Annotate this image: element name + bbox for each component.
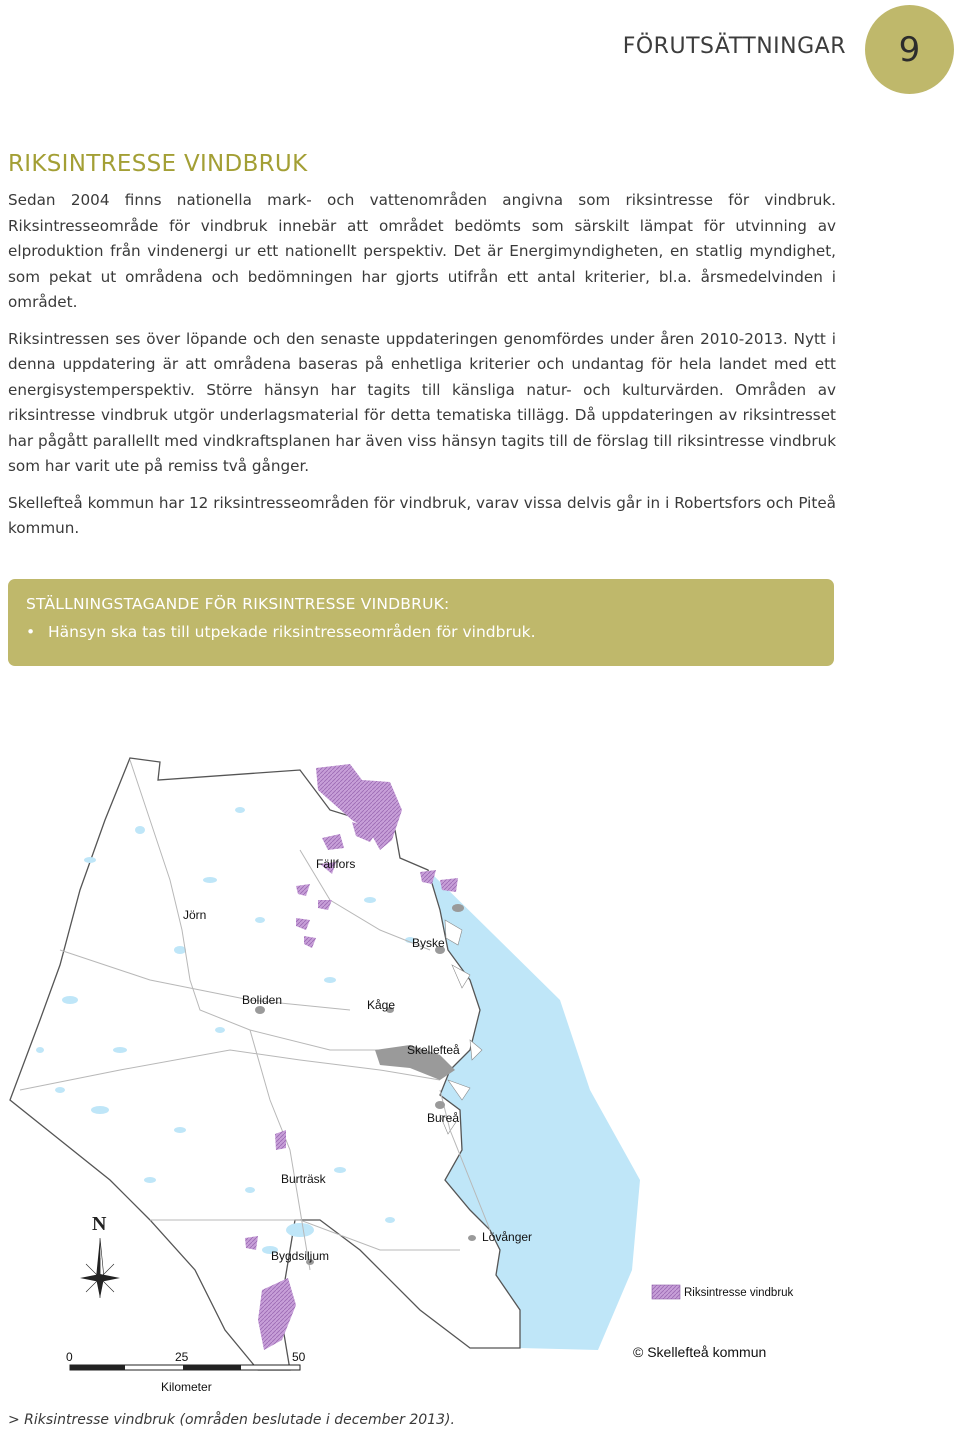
legend <box>652 1285 794 1299</box>
north-arrow-icon <box>80 1213 120 1298</box>
map-svg <box>0 750 960 1400</box>
paragraph-1: Sedan 2004 finns nationella mark- och vattenområden angivna som riksintresse för vindbruk. Riksintresseområde för vindbruk innebär att området bedömts som särskilt lämpat för utvinning av elproduktion från vindenergi ur ett nationellt perspektiv. Det är Energimyndigheten, en statlig myndighet, som pekat ut områdena och bedömningen har gjorts utifrån ett antal kriterier, bl.a. årsmedelvinden i området. <box>8 191 836 311</box>
zone <box>245 1236 258 1250</box>
section-heading: RIKSINTRESSE VINDBRUK <box>8 151 308 177</box>
stance-list <box>26 619 816 645</box>
paragraph-3: Skellefteå kommun har 12 riksintresseområden för vindbruk, varav vissa delvis går in i Robertsfors och Piteå kommun. <box>8 493 836 537</box>
header-title: FÖRUTSÄTTNINGAR <box>622 34 846 59</box>
page-number-badge <box>865 5 954 94</box>
place-jorn: Jörn <box>183 908 207 922</box>
map <box>0 750 960 1400</box>
place-burtrask: Burträsk <box>281 1172 326 1186</box>
stance-box <box>8 579 834 666</box>
place-byske: Byske <box>412 936 445 950</box>
legend-swatch <box>652 1285 680 1299</box>
place-skelleftea: Skellefteå <box>407 1043 460 1057</box>
place-fallfors: Fällfors <box>316 857 356 871</box>
map-copyright: © Skellefteå kommun <box>633 1344 767 1360</box>
body-text <box>8 188 836 553</box>
legend-label: Riksintresse vindbruk <box>684 1287 794 1299</box>
place-burea: Bureå <box>427 1111 460 1125</box>
page-number: 9 <box>898 29 921 70</box>
stance-item: • Hänsyn ska tas till utpekade riksintresseområden för vindbruk. <box>26 619 816 645</box>
scale-tick-0: 0 <box>66 1350 73 1364</box>
scale-unit: Kilometer <box>161 1380 212 1394</box>
paragraph-2: Riksintressen ses över löpande och den senaste uppdateringen genomfördes under åren 2010-2013. Nytt i denna uppdatering är att områdena baseras på enhetliga kriterier och undantag för hela landet med ett energisystemperspektiv. Större hänsyn har tagits till känsliga natur- och kulturvärden. Områden av riksintresse vindbruk utgör underlagsmaterial för detta tematiska tillägg. Då uppdateringen av riksintresset har pågått parallellt med vindkraftsplanen har även viss hänsyn tagits till de förslag till riksintresse vindbruk som har varit ute på remiss två gånger. <box>8 329 836 475</box>
north-label: N <box>92 1213 107 1235</box>
stance-heading: STÄLLNINGSTAGANDE FÖR RIKSINTRESSE VINDBRUK: <box>26 595 450 613</box>
place-boliden: Boliden <box>242 993 283 1007</box>
place-lovanger: Lövånger <box>482 1230 533 1244</box>
map-caption: > Riksintresse vindbruk (områden beslutade i december 2013). <box>8 1412 455 1428</box>
scale-tick-25: 25 <box>175 1350 189 1364</box>
place-bygdsiljum: Bygdsiljum <box>271 1249 330 1263</box>
zone <box>440 878 458 892</box>
scale-tick-50: 50 <box>292 1350 306 1364</box>
place-kage: Kåge <box>367 998 396 1012</box>
